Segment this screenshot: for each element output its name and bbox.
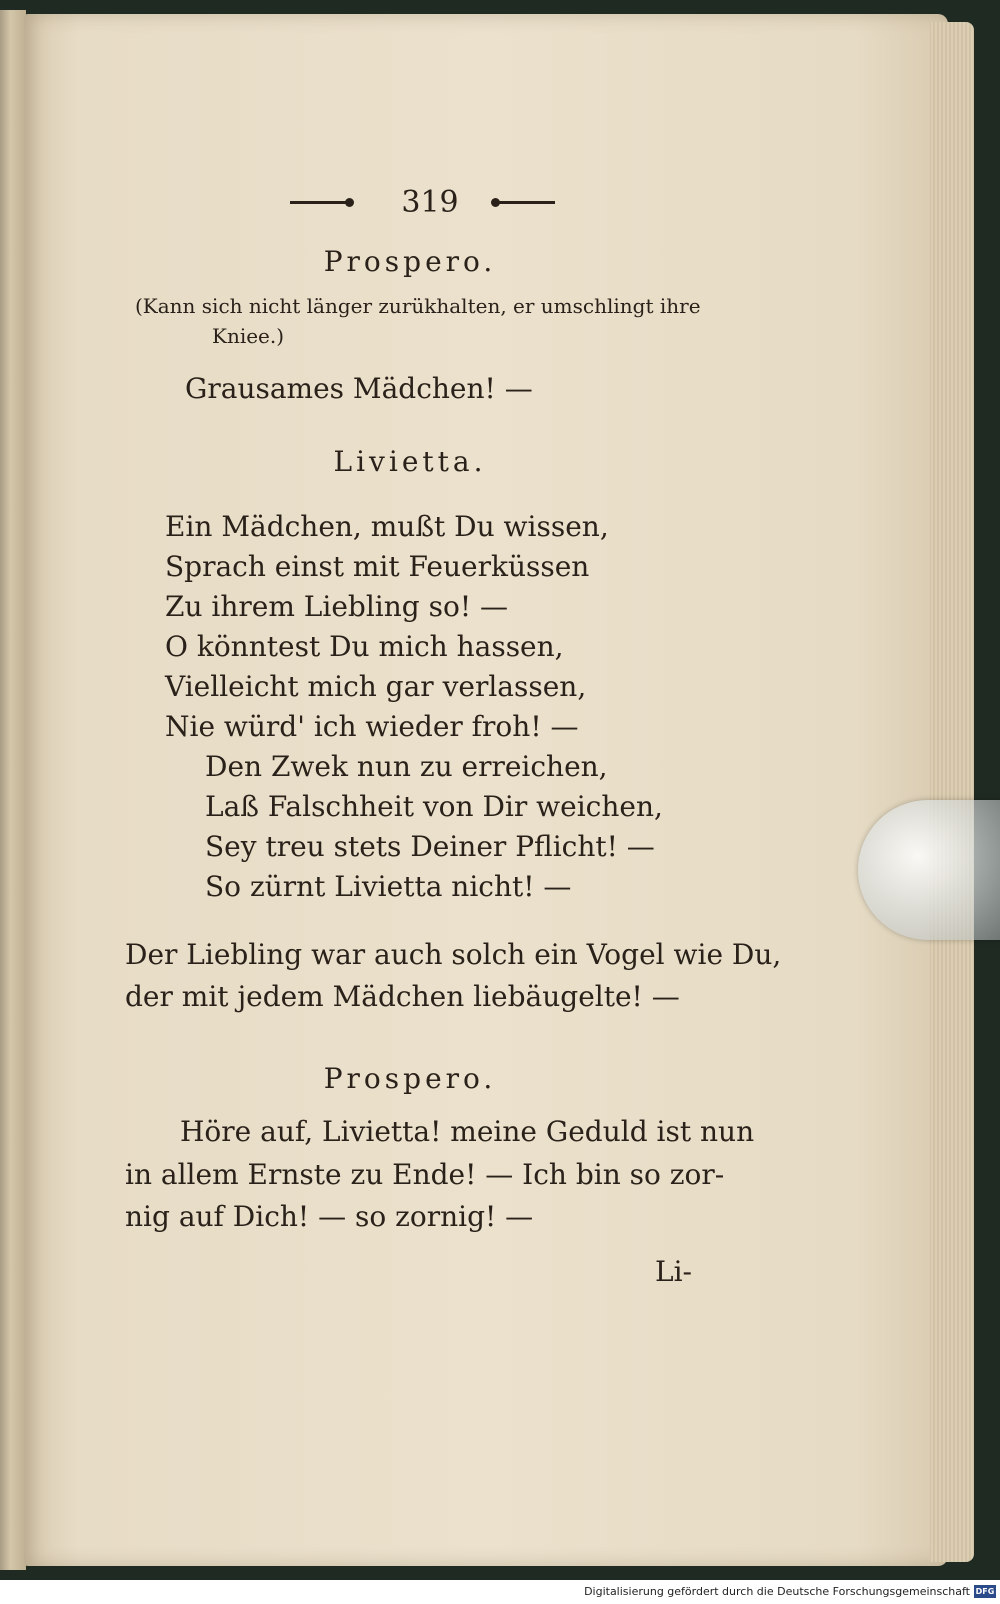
verse-line-1: Ein Mädchen, mußt Du wissen,	[165, 510, 609, 543]
verse-line-4: O könntest Du mich hassen,	[165, 630, 564, 663]
right-page-edges	[930, 22, 974, 1562]
stage-direction-line-1: (Kann sich nicht länger zurükhalten, er umschlingt ihre	[135, 294, 701, 318]
page-holder-clip	[858, 800, 1000, 940]
verse-line-5: Vielleicht mich gar verlassen,	[165, 670, 587, 703]
verse-line-8: Laß Falschheit von Dir weichen,	[205, 790, 663, 823]
verse-line-2: Sprach einst mit Feuerküssen	[165, 550, 590, 583]
speaker-prospero-2: Prospero.	[323, 1062, 497, 1095]
prose-line-5: nig auf Dich! — so zornig! —	[125, 1200, 534, 1233]
footer-bar	[0, 1580, 1000, 1604]
verse-line-7: Den Zwek nun zu erreichen,	[205, 750, 608, 783]
prose-line-4: in allem Ernste zu Ende! — Ich bin so zor-	[125, 1158, 725, 1191]
dfg-logo: DFG	[975, 1587, 995, 1596]
verse-line-9: Sey treu stets Deiner Pflicht! —	[205, 830, 655, 863]
speech-line: Grausames Mädchen! —	[185, 372, 533, 405]
page-number: 319	[401, 185, 459, 220]
speaker-prospero-1: Prospero.	[323, 245, 497, 278]
prose-line-3: Höre auf, Livietta! meine Geduld ist nun	[180, 1115, 755, 1148]
left-page-edge	[0, 10, 26, 1570]
verse-line-3: Zu ihrem Liebling so! —	[165, 590, 508, 623]
footer-credit: Digitalisierung gefördert durch die Deutsche Forschungsgemeinschaft	[584, 1585, 970, 1598]
verse-line-10: So zürnt Livietta nicht! —	[205, 870, 572, 903]
prose-line-2: der mit jedem Mädchen liebäugelte! —	[125, 980, 680, 1013]
prose-line-1: Der Liebling war auch solch ein Vogel wie Du,	[125, 938, 782, 971]
speaker-livietta: Livietta.	[333, 445, 487, 478]
stage-direction-line-2: Kniee.)	[212, 324, 285, 348]
catchword: Li-	[655, 1255, 693, 1288]
verse-line-6: Nie würd' ich wieder froh! —	[165, 710, 579, 743]
